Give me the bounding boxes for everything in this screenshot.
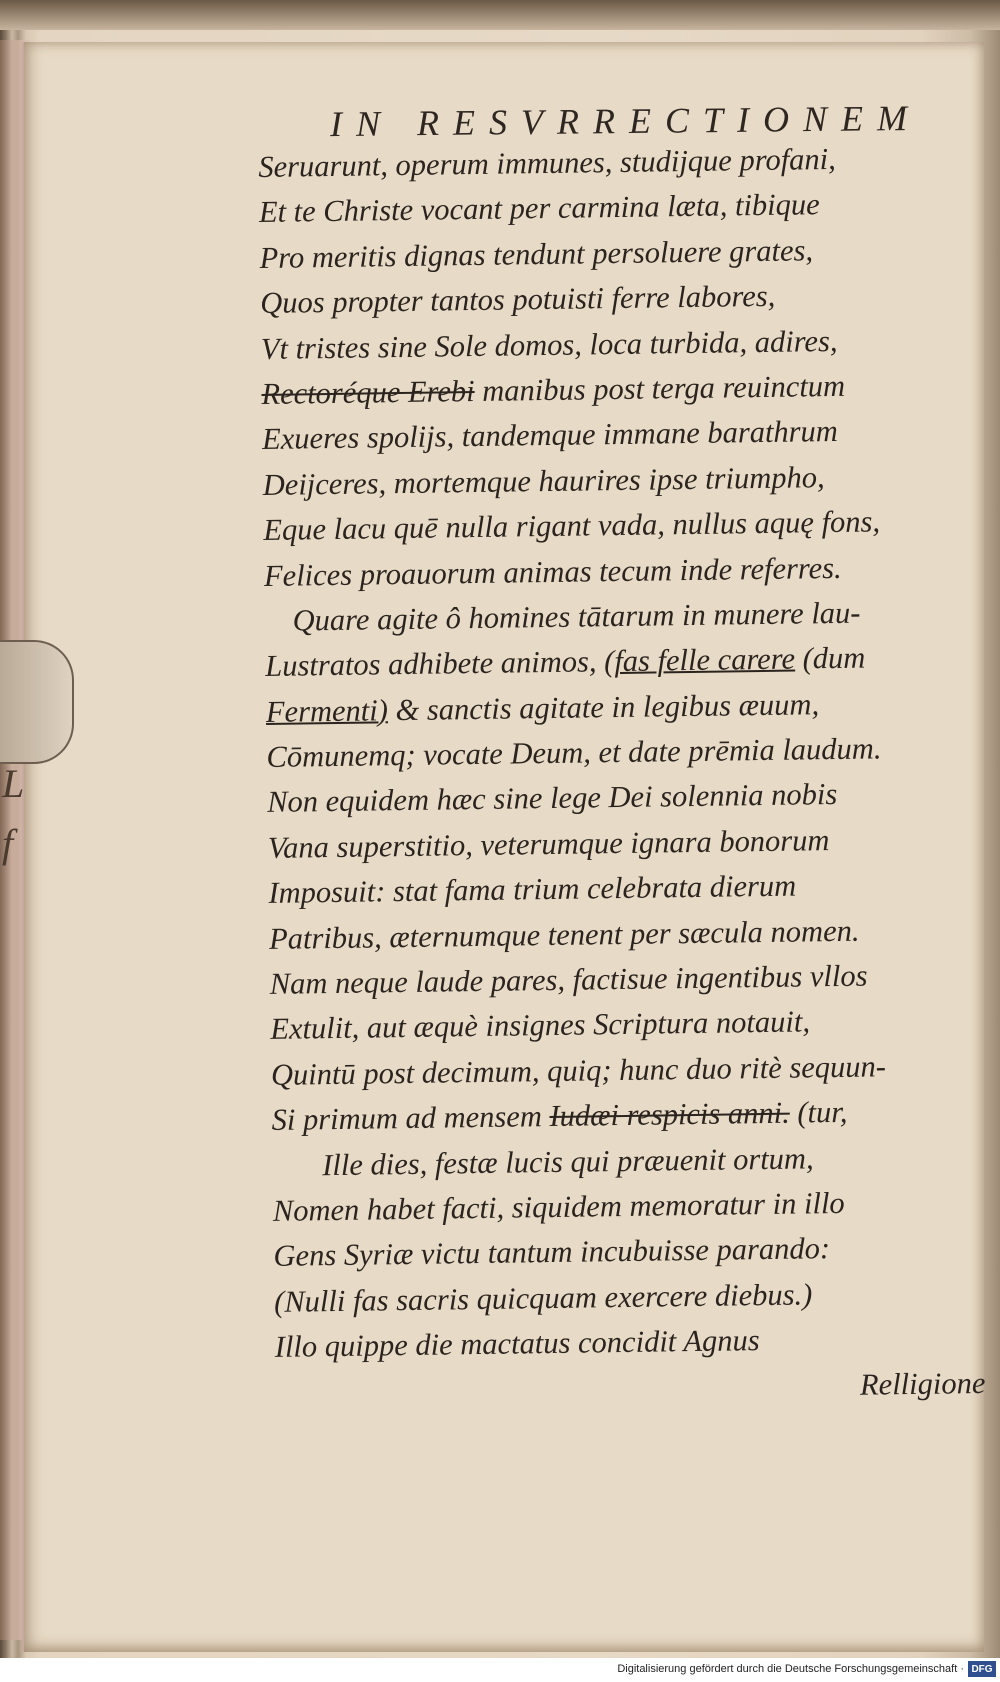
verse-line: Ille dies, festæ lucis qui præuenit ortum, <box>322 1140 814 1182</box>
margin-glyph-1: L <box>2 761 25 806</box>
margin-glyph-2: f <box>2 821 14 866</box>
verse-line: Illo quippe die mactatus concidit Agnus <box>274 1323 760 1365</box>
verse-line: Nomen habet facti, siquidem memoratur in illo <box>272 1185 845 1228</box>
verse-line: Patribus, æternumque tenent per sæcula nomen. <box>268 913 860 956</box>
verse-line: Et te Christe vocant per carmina læta, tibique <box>258 187 820 230</box>
verse-line: Quare agite ô homines tātarum in munere lau- <box>292 595 861 638</box>
verse-line: Eque lacu quē nulla rigant vada, nullus aquę fons, <box>263 504 881 548</box>
verse-line: Vana superstitio, veterumque ignara bonorum <box>267 822 830 865</box>
verse-line: Vt tristes sine Sole domos, loca turbida, adires, <box>260 323 838 366</box>
running-header: IN RESVRRECTIONEM <box>329 97 922 145</box>
verse-line-struck: Si primum ad mensem Iudæi respicis anni. (tur, <box>271 1095 848 1138</box>
underlined-phrase: fas felle carere <box>614 641 796 679</box>
verse-line: Gens Syriæ victu tantum incubuisse parando: <box>273 1231 831 1274</box>
verse-line: Cōmunemq; vocate Deum, et date prēmia laudum. <box>266 731 882 775</box>
verse-line: Imposuit: stat fama trium celebrata dierum <box>268 868 797 911</box>
verse-line: Quos propter tantos potuisti ferre labores, <box>259 278 776 321</box>
struck-phrase: Rectoréque Erebi <box>261 373 475 411</box>
verse-line: (Nulli fas sacris quicquam exercere diebus.) <box>273 1277 813 1319</box>
catchword: Relligione <box>859 1365 986 1402</box>
digitization-footer <box>0 1658 1000 1682</box>
verse-line: Felices proauorum animas tecum inde referres. <box>263 550 842 593</box>
verse-line: Exueres spolijs, tandemque immane barathrum <box>261 414 839 457</box>
underlined-phrase: Fermenti) <box>265 692 389 729</box>
struck-phrase: Iudæi respicis anni. <box>549 1095 791 1134</box>
verse-line-struck: Rectoréque Erebi manibus post terga reuinctum <box>261 368 846 411</box>
verse-line-underlined: Fermenti) & sanctis agitate in legibus æuum, <box>265 686 820 729</box>
verse-line: Quintū post decimum, quiq; hunc duo ritè sequun- <box>270 1049 887 1092</box>
verse-line: Seruarunt, operum immunes, studijque profani, <box>258 141 837 184</box>
verse-line: Nam neque laude pares, factisue ingentibus vllos <box>269 958 868 1001</box>
verse-line-underlined: Lustratos adhibete animos, (fas felle carere (dum <box>265 640 866 684</box>
poem-text <box>258 135 996 1416</box>
verse-line: Deijceres, mortemque haurires ipse triumpho, <box>262 459 825 502</box>
footer-credit: Digitalisierung gefördert durch die Deutsche Forschungsgemeinschaft · <box>617 1663 964 1675</box>
page-clip-tab <box>0 640 74 764</box>
verse-line: Pro meritis dignas tendunt persoluere grates, <box>259 233 814 275</box>
verse-line: Extulit, aut æquè insignes Scriptura notauit, <box>270 1004 811 1047</box>
dfg-logo: DFG <box>968 1661 996 1677</box>
verse-line: Non equidem hæc sine lege Dei solennia nobis <box>266 777 838 820</box>
book-top-edge <box>0 0 1000 30</box>
